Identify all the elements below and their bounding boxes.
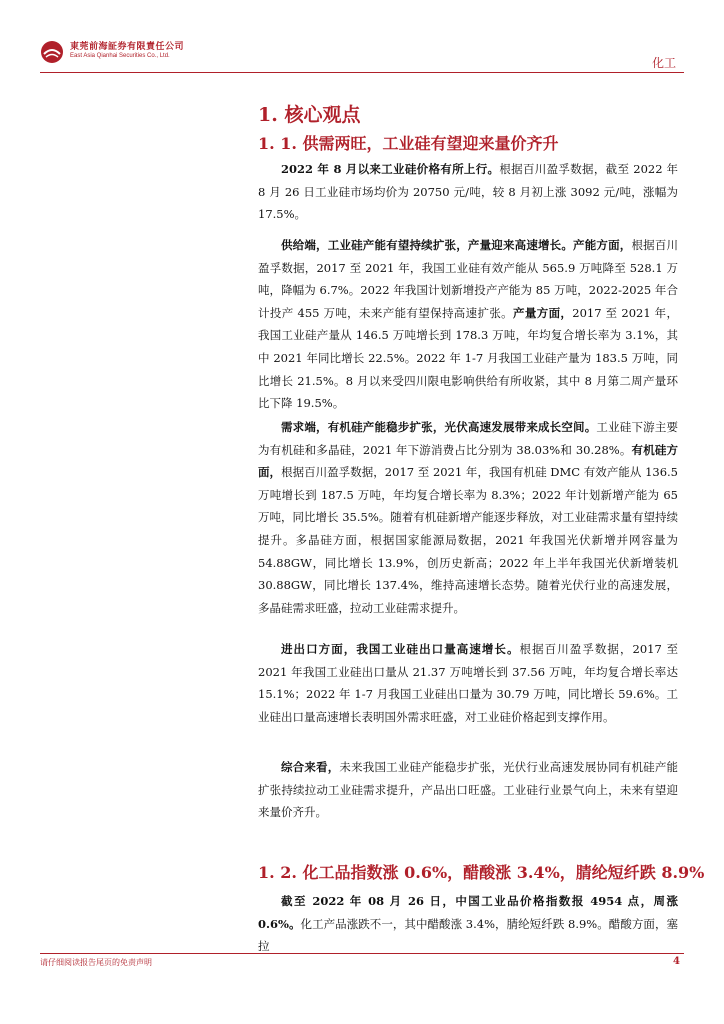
paragraph-demand-body2: 根据百川盈孚数据，2017 至 2021 年，我国有机硅 DMC 有效产能从 136.5 万吨增长到 187.5 万吨，年均复合增长率为 8.3%；2022 年计划新增产能为 65 万吨，同比增长 35.5%。随着有机硅新增产能逐步释放，对工业硅需求量有望持续提升。多晶硅方面，根据国家能源局数据，2021 年我国光伏新增并网容量为 54.88GW，同比增长 13.9%，创历史新高；2022 年上半年我国光伏新增装机 30.88GW，同比增长 137.4%，维持高速增长态势。随着光伏行业的高速发展，多晶硅需求旺盛，拉动工业硅需求提升。 — [258, 465, 679, 615]
paragraph-summary-body: 未来我国工业硅产能稳步扩张，光伏行业高速发展协同有机硅产能扩张持续拉动工业硅需求提升，产品出口旺盛。工业硅行业景气向上，未来有望迎来量价齐升。 — [258, 760, 679, 820]
paragraph-export-lead: 进出口方面，我国工业硅出口量高速增长。 — [281, 642, 520, 656]
paragraph-summary — [258, 756, 678, 824]
paragraph-index-body: 化工产品涨跌不一，其中醋酸涨 3.4%，腈纶短纤跌 8.9%。醋酸方面，塞拉 — [258, 916, 679, 954]
page-header — [40, 38, 684, 73]
page-number: 4 — [673, 956, 680, 967]
paragraph-index — [258, 890, 678, 958]
paragraph-price-body: 根据百川盈孚数据，截至 2022 年 8 月 26 日工业硅市场均价为 20750 元/吨，较 8 月初上涨 3092 元/吨，涨幅为 17.5%。 — [258, 162, 678, 222]
footer-divider — [40, 953, 684, 954]
subsection-title-1: 1. 1. 供需两旺，工业硅有望迎来量价齐升 — [258, 134, 559, 153]
paragraph-price — [258, 158, 678, 226]
paragraph-price-lead: 2022 年 8 月以来工业硅价格有所上行。 — [281, 162, 500, 176]
paragraph-supply-body: 根据百川盈孚数据，2017 至 2021 年，我国工业硅有效产能从 565.9 万吨降至 528.1 万吨，降幅为 6.7%。2022 年我国计划新增投产产能为 85 万吨，2022-2025 年合计投产 455 万吨，未来产能有望保持高速扩张。 — [258, 238, 678, 320]
paragraph-summary-lead: 综合来看， — [281, 760, 340, 774]
company-name-cn: 東莞前海証券有限責任公司 — [70, 41, 185, 51]
paragraph-demand-body: 工业硅下游主要为有机硅和多晶硅，2021 年下游消费占比分别为 38.03%和 30.28%。 — [258, 420, 678, 457]
paragraph-demand-lead2: 有机硅方面， — [258, 442, 679, 480]
paragraph-export — [258, 638, 678, 728]
paragraph-supply-lead2: 产量方面， — [513, 305, 573, 320]
company-logo-icon — [40, 40, 64, 64]
paragraph-supply-body2: 2017 至 2021 年，我国工业硅产量从 146.5 万吨增长到 178.3 万吨，年均复合增长率为 3.1%，其中 2021 年同比增长 22.5%。2022 年 1-7 月我国工业硅产量为 183.5 万吨，同比增长 21.5%。8 月以来受四川限电影响供给有所收紧，其中 8 月第二周产量环比下降 19.5%。 — [258, 305, 678, 411]
paragraph-supply — [258, 234, 678, 415]
paragraph-demand-lead: 需求端，有机硅产能稳步扩张，光伏高速发展带来成长空间。 — [281, 420, 597, 434]
paragraph-supply-lead: 供给端，工业硅产能有望持续扩张，产量迎来高速增长。产能方面， — [281, 238, 632, 252]
company-name — [70, 41, 184, 61]
section-title: 1. 核心观点 — [258, 104, 361, 126]
paragraph-demand — [258, 416, 678, 619]
company-name-en: East Asia Qianhai Securities Co., Ltd. — [70, 53, 170, 59]
paragraph-export-body: 根据百川盈孚数据，2017 至 2021 年我国工业硅出口量从 21.37 万吨增长到 37.56 万吨，年均复合增长率达 15.1%；2022 年 1-7 月我国工业硅出口量为 30.79 万吨，同比增长 59.6%。工业硅出口量高速增长表明国外需求旺盛，对工业硅价格起到支撑作用。 — [258, 642, 679, 724]
footer-disclaimer: 请仔细阅读报告尾页的免责声明 — [40, 958, 152, 967]
industry-label: 化工 — [651, 56, 676, 70]
paragraph-index-lead: 截至 2022 年 08 月 26 日，中国工业品价格指数报 4954 点，周涨 0.6%。 — [258, 894, 678, 931]
subsection-title-2: 1. 2. 化工品指数涨 0.6%，醋酸涨 3.4%，腈纶短纤跌 8.9% — [258, 863, 705, 882]
